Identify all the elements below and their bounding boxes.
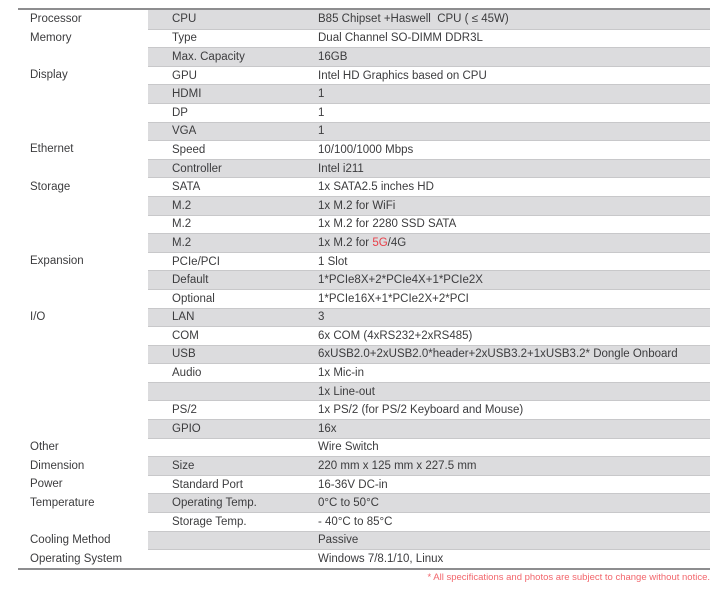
table-row — [18, 289, 710, 308]
value-cell: Windows 7/8.1/10, Linux — [318, 553, 444, 566]
category-cell: Ethernet — [30, 143, 74, 156]
value-cell: 16x — [318, 422, 337, 435]
value-cell: 1 Slot — [318, 255, 348, 268]
row-detail — [148, 363, 710, 382]
value-cell: 1 — [318, 106, 325, 119]
category-cell: Storage — [30, 180, 71, 193]
table-row — [18, 382, 710, 401]
value-cell: B85 Chipset +Haswell CPU ( ≤ 45W) — [318, 13, 509, 26]
row-detail — [148, 66, 710, 85]
item-cell: Default — [172, 274, 209, 287]
highlight-text: 5G — [372, 236, 388, 249]
item-cell: Size — [172, 460, 195, 473]
category-cell — [18, 47, 148, 66]
category-cell — [18, 363, 148, 382]
table-row — [18, 549, 710, 568]
category-cell: Power — [30, 478, 63, 491]
value-cell: 3 — [318, 311, 325, 324]
category-cell — [18, 512, 148, 531]
row-detail — [148, 289, 710, 308]
item-cell: M.2 — [172, 218, 192, 231]
value-cell: Intel HD Graphics based on CPU — [318, 69, 487, 82]
item-cell: SATA — [172, 181, 201, 194]
value-cell: 1 — [318, 125, 325, 138]
row-detail — [148, 493, 710, 512]
category-cell: Operating System — [30, 552, 123, 565]
item-cell: Controller — [172, 162, 222, 175]
table-row — [18, 233, 710, 252]
table-row — [18, 103, 710, 122]
item-cell: Type — [172, 32, 197, 45]
value-cell: 1x PS/2 (for PS/2 Keyboard and Mouse) — [318, 404, 524, 417]
row-detail — [148, 549, 710, 568]
category-cell — [18, 103, 148, 122]
row-detail — [148, 531, 710, 550]
value-cell: 1x Line-out — [318, 385, 375, 398]
value-cell: 10/100/1000 Mbps — [318, 143, 414, 156]
item-cell: HDMI — [172, 88, 202, 101]
item-cell: COM — [172, 329, 199, 342]
category-cell — [18, 122, 148, 141]
item-cell: GPIO — [172, 422, 201, 435]
row-detail — [148, 382, 710, 401]
table-row — [18, 512, 710, 531]
row-detail — [148, 233, 710, 252]
spec-table — [18, 8, 710, 570]
category-cell: Other — [30, 440, 59, 453]
item-cell — [148, 439, 318, 457]
row-detail — [148, 456, 710, 475]
row-detail — [148, 400, 710, 419]
row-detail — [148, 345, 710, 364]
footnote-disclaimer: * All specifications and photos are subject to change without notice. — [427, 572, 710, 583]
table-row — [18, 326, 710, 345]
category-cell: Processor — [30, 13, 82, 26]
table-row — [18, 419, 710, 438]
row-detail — [148, 270, 710, 289]
category-cell — [18, 289, 148, 308]
value-cell: 16-36V DC-in — [318, 478, 388, 491]
table-row — [18, 47, 710, 66]
table-row — [18, 84, 710, 103]
category-cell — [18, 159, 148, 178]
value-cell: 6xUSB2.0+2xUSB2.0*header+2xUSB3.2+1xUSB3.2* Dongle Onboard — [318, 348, 678, 361]
item-cell: DP — [172, 106, 188, 119]
table-row — [18, 363, 710, 382]
category-cell — [18, 326, 148, 345]
row-detail — [148, 215, 710, 234]
value-cell: 1x M.2 for WiFi — [318, 199, 396, 212]
value-cell: 6x COM (4xRS232+2xRS485) — [318, 329, 473, 342]
table-row — [18, 252, 710, 271]
item-cell: CPU — [172, 13, 197, 26]
row-detail — [148, 103, 710, 122]
category-cell — [18, 215, 148, 234]
category-cell: Dimension — [30, 459, 85, 472]
item-cell: M.2 — [172, 236, 192, 249]
category-cell: Expansion — [30, 255, 84, 268]
value-cell: 1 — [318, 88, 325, 101]
value-cell: 1*PCIe8X+2*PCIe4X+1*PCIe2X — [318, 274, 483, 287]
item-cell: Storage Temp. — [172, 515, 247, 528]
row-detail — [148, 159, 710, 178]
table-row — [18, 122, 710, 141]
category-cell: Memory — [30, 31, 72, 44]
category-cell — [18, 84, 148, 103]
table-row — [18, 400, 710, 419]
item-cell: PCIe/PCI — [172, 255, 220, 268]
item-cell: LAN — [172, 311, 195, 324]
table-row — [18, 196, 710, 215]
item-cell: Max. Capacity — [172, 50, 245, 63]
row-detail — [148, 29, 710, 48]
item-cell: Audio — [172, 367, 202, 380]
value-cell: 1x M.2 for 2280 SSD SATA — [318, 218, 457, 231]
category-cell: Cooling Method — [30, 533, 111, 546]
table-row — [18, 159, 710, 178]
row-detail — [148, 47, 710, 66]
row-detail — [148, 84, 710, 103]
category-cell — [18, 345, 148, 364]
category-cell — [18, 196, 148, 215]
row-detail — [148, 326, 710, 345]
category-cell — [18, 270, 148, 289]
row-detail — [148, 10, 710, 29]
table-row — [18, 493, 710, 512]
table-row — [18, 345, 710, 364]
value-cell: Wire Switch — [318, 441, 379, 454]
table-row — [18, 531, 710, 550]
item-cell — [148, 383, 318, 401]
row-detail — [148, 252, 710, 271]
category-cell — [18, 233, 148, 252]
value-cell: 0°C to 50°C — [318, 497, 379, 510]
item-cell — [148, 532, 318, 550]
table-row — [18, 66, 710, 85]
item-cell: Operating Temp. — [172, 497, 257, 510]
item-cell: M.2 — [172, 199, 192, 212]
row-detail — [148, 438, 710, 457]
table-row — [18, 29, 710, 48]
table-row — [18, 270, 710, 289]
row-detail — [148, 419, 710, 438]
table-row — [18, 140, 710, 159]
item-cell: GPU — [172, 69, 197, 82]
table-row — [18, 215, 710, 234]
table-row — [18, 177, 710, 196]
value-cell: - 40°C to 85°C — [318, 515, 393, 528]
item-cell: PS/2 — [172, 404, 197, 417]
value-cell: Passive — [318, 534, 359, 547]
table-row — [18, 438, 710, 457]
value-cell: Dual Channel SO-DIMM DDR3L — [318, 32, 483, 45]
category-cell: Display — [30, 69, 68, 82]
item-cell: VGA — [172, 125, 197, 138]
item-cell: Optional — [172, 292, 215, 305]
row-detail — [148, 177, 710, 196]
table-row — [18, 10, 710, 29]
value-cell: 1*PCIe16X+1*PCIe2X+2*PCI — [318, 292, 469, 305]
row-detail — [148, 140, 710, 159]
category-cell — [18, 382, 148, 401]
table-row — [18, 308, 710, 327]
value-cell: 1x SATA2.5 inches HD — [318, 181, 434, 194]
row-detail — [148, 122, 710, 141]
row-detail — [148, 475, 710, 494]
table-row — [18, 475, 710, 494]
value-cell: 1x Mic-in — [318, 367, 365, 380]
category-cell: Temperature — [30, 496, 95, 509]
item-cell — [148, 550, 318, 568]
category-cell — [18, 400, 148, 419]
item-cell: USB — [172, 348, 196, 361]
value-cell: 1x M.2 for 5G /4G — [318, 236, 407, 249]
table-row — [18, 456, 710, 475]
category-cell: I/O — [30, 310, 46, 323]
category-cell — [18, 419, 148, 438]
item-cell: Speed — [172, 143, 206, 156]
value-cell: 16GB — [318, 50, 348, 63]
item-cell: Standard Port — [172, 478, 243, 491]
row-detail — [148, 196, 710, 215]
row-detail — [148, 308, 710, 327]
row-detail — [148, 512, 710, 531]
value-cell: 220 mm x 125 mm x 227.5 mm — [318, 460, 477, 473]
value-cell: Intel i211 — [318, 162, 364, 175]
